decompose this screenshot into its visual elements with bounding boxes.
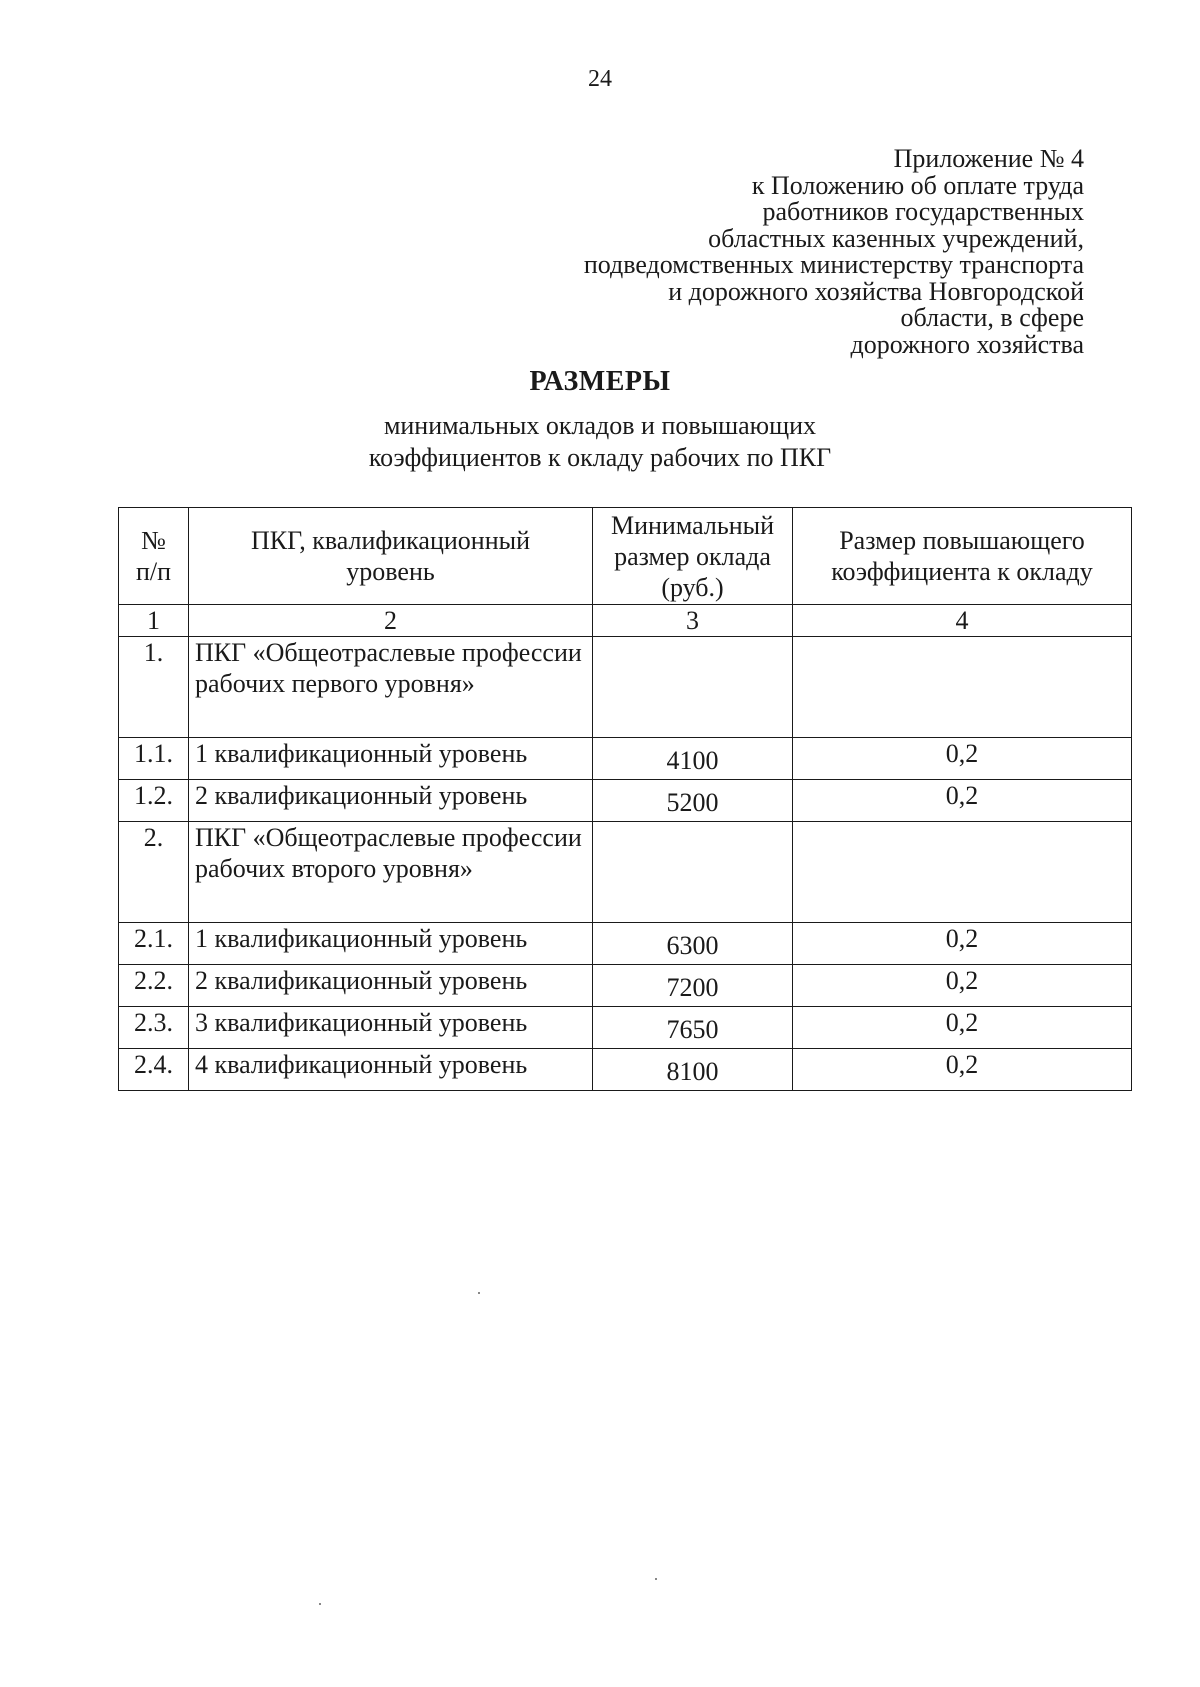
row-coef: 0,2: [793, 738, 1132, 780]
document-title: РАЗМЕРЫ: [529, 366, 671, 397]
header-salary: [593, 508, 793, 605]
row-coef: 0,2: [793, 965, 1132, 1007]
row-salary: 5200: [593, 780, 793, 822]
scan-speck: [478, 1292, 480, 1294]
header-salary-line: Минимальный: [610, 510, 775, 540]
header-num: [119, 508, 189, 605]
appendix-line: Приложение № 4: [893, 144, 1084, 173]
subtitle-line: коэффициентов к окладу рабочих по ПКГ: [368, 443, 832, 472]
appendix-line: области, в сфере: [900, 303, 1084, 332]
header-coef-line: Размер повышающего: [839, 526, 1085, 555]
header-coef-line: коэффициента к окладу: [831, 557, 1093, 586]
row-salary: 7200: [593, 965, 793, 1007]
header-pkg-line: ПКГ, квалификационный: [250, 526, 531, 555]
column-number: 4: [793, 605, 1132, 637]
table-row: [119, 1049, 1132, 1091]
row-name: ПКГ «Общеотраслевые профессии рабочих первого уровня»: [189, 637, 593, 738]
row-number: 2.: [119, 822, 189, 923]
row-number: 1.: [119, 637, 189, 738]
table-header-row: [119, 508, 1132, 605]
row-coef: 0,2: [793, 923, 1132, 965]
row-number: 2.4.: [119, 1049, 189, 1091]
row-salary: 4100: [593, 738, 793, 780]
scan-speck: [319, 1603, 321, 1605]
row-number: 2.2.: [119, 965, 189, 1007]
row-salary: 8100: [593, 1049, 793, 1091]
header-num-line: №: [141, 526, 166, 555]
table-row: [119, 738, 1132, 780]
row-salary: [593, 822, 793, 923]
row-coef: 0,2: [793, 1049, 1132, 1091]
appendix-line: к Положению об оплате труда: [751, 170, 1084, 200]
header-num-line: п/п: [135, 557, 172, 586]
appendix-header: [384, 146, 1084, 358]
column-number: 1: [119, 605, 189, 637]
column-number: 2: [189, 605, 593, 637]
row-name: 1 квалификационный уровень: [189, 923, 593, 965]
table-row: [119, 1007, 1132, 1049]
row-number: 2.3.: [119, 1007, 189, 1049]
row-number: 1.1.: [119, 738, 189, 780]
salary-table: [118, 507, 1132, 1091]
row-name: 2 квалификационный уровень: [189, 780, 593, 822]
appendix-line: работников государственных: [762, 197, 1084, 226]
subtitle-line: минимальных окладов и повышающих: [383, 411, 817, 440]
page-number: 24: [588, 66, 612, 92]
header-salary-line: (руб.): [661, 572, 724, 602]
table-row-group: [119, 637, 1132, 738]
column-number: 3: [593, 605, 793, 637]
row-name: 1 квалификационный уровень: [189, 738, 593, 780]
appendix-line: дорожного хозяйства: [850, 329, 1084, 359]
table-row: [119, 923, 1132, 965]
header-salary-line: размер оклада: [614, 541, 771, 571]
appendix-line: и дорожного хозяйства Новгородской: [668, 276, 1084, 306]
row-name: 2 квалификационный уровень: [189, 965, 593, 1007]
row-coef: 0,2: [793, 1007, 1132, 1049]
header-coef: [793, 508, 1132, 605]
row-name: 3 квалификационный уровень: [189, 1007, 593, 1049]
row-coef: 0,2: [793, 780, 1132, 822]
header-pkg: [189, 508, 593, 605]
table-row: [119, 780, 1132, 822]
column-number-row: [119, 605, 1132, 637]
row-name: ПКГ «Общеотраслевые профессии рабочих второго уровня»: [189, 822, 593, 923]
row-number: 1.2.: [119, 780, 189, 822]
header-pkg-line: уровень: [346, 557, 435, 586]
row-salary: 7650: [593, 1007, 793, 1049]
table-row: [119, 965, 1132, 1007]
row-name: 4 квалификационный уровень: [189, 1049, 593, 1091]
appendix-line: подведомственных министерству транспорта: [583, 250, 1084, 279]
appendix-line: областных казенных учреждений,: [708, 223, 1084, 253]
row-coef: [793, 822, 1132, 923]
table-row-group: [119, 822, 1132, 923]
row-salary: 6300: [593, 923, 793, 965]
scan-speck: [655, 1578, 657, 1580]
row-coef: [793, 637, 1132, 738]
row-salary: [593, 637, 793, 738]
document-subtitle: [0, 410, 1200, 474]
row-number: 2.1.: [119, 923, 189, 965]
